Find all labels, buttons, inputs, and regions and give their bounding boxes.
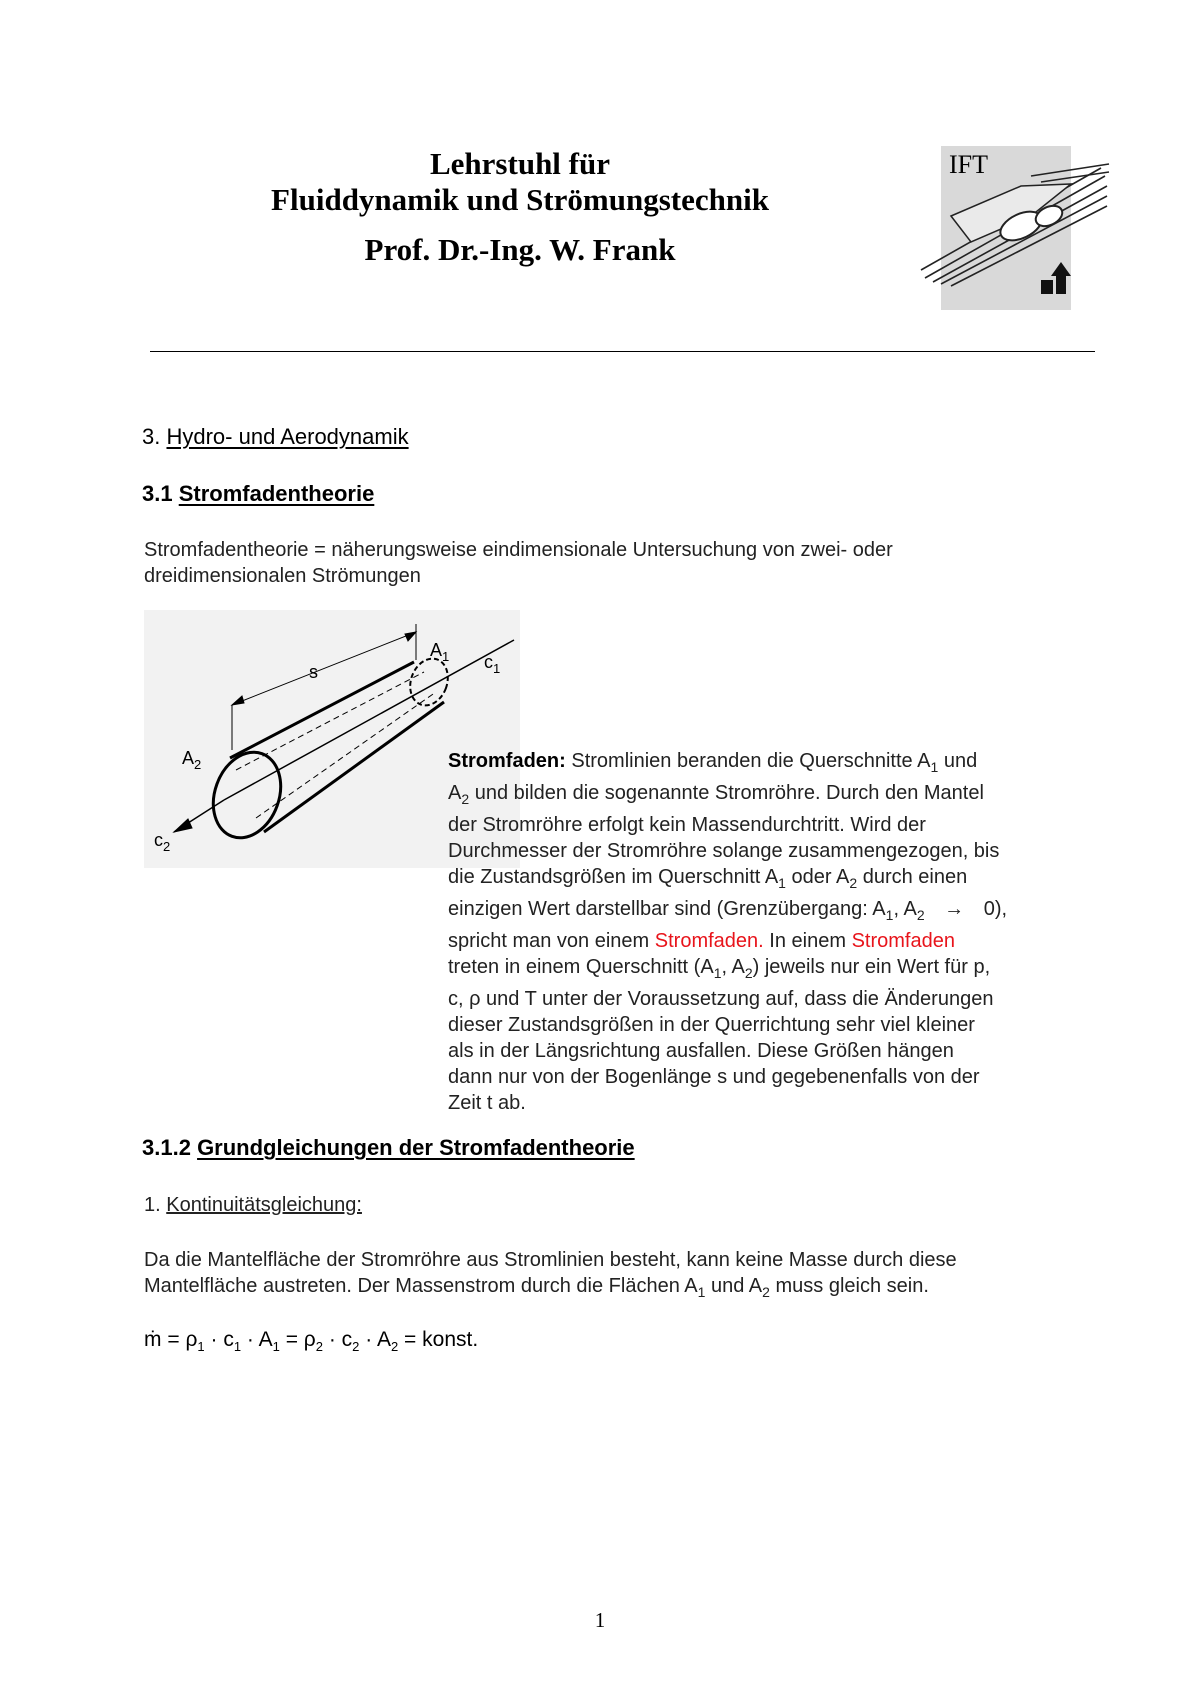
continuity-paragraph xyxy=(144,1247,957,1305)
section-heading xyxy=(142,424,409,450)
stromfaden-line: dieser Zustandsgrößen in der Querrichtung sehr viel kleiner xyxy=(448,1014,975,1036)
stromfaden-line: c, ρ und T unter der Voraussetzung auf, dass die Änderungen xyxy=(448,988,994,1010)
chair-label: Lehrstuhl für xyxy=(430,146,610,181)
page-number: 1 xyxy=(594,1608,606,1632)
subsection-number: 3.1 xyxy=(142,481,173,506)
stromfaden-paragraph xyxy=(448,748,1088,1116)
header-divider xyxy=(150,351,1095,352)
highlighted-term: Stromfaden. xyxy=(654,930,764,952)
definition-paragraph xyxy=(144,537,893,589)
stromfaden-term: Stromfaden: xyxy=(448,750,566,772)
figure-label-c1: $c_1$ xyxy=(484,652,501,676)
subsubsection-title: Grundgleichungen der Stromfadentheorie xyxy=(197,1135,635,1160)
definition-line: Stromfadentheorie = näherungsweise eindimensionale Untersuchung von zwei- oder xyxy=(144,539,893,561)
subsubsection-heading xyxy=(142,1135,635,1161)
highlighted-term: Stromfaden xyxy=(851,930,955,952)
arrow-icon: → xyxy=(944,898,965,920)
continuity-line: Mantelfläche austreten. Der Massenstrom durch die Flächen $A_1$ und $A_2$ muss gleich sein. xyxy=(144,1275,929,1300)
stromfaden-line: die Zustandsgrößen im Querschnitt $A_1$ oder $A_2$ durch einen xyxy=(448,866,968,891)
figure-label-c2: $c_2$ xyxy=(154,830,171,854)
figure-label-a2: $A_2$ xyxy=(182,748,202,772)
continuity-line: Da die Mantelfläche der Stromröhre aus Stromlinien besteht, kann keine Masse durch diese xyxy=(144,1249,957,1271)
logo-text: IFT xyxy=(949,150,988,179)
header-title-block xyxy=(180,146,860,268)
professor-name: Prof. Dr.-Ing. W. Frank xyxy=(364,232,676,267)
stromfaden-line: Stromfaden: Stromlinien beranden die Querschnitte $A_1$ und xyxy=(448,750,978,775)
stromfaden-line: treten in einem Querschnitt ($A_1$, $A_2$) jeweils nur ein Wert für p, xyxy=(448,956,991,981)
logo-graphic xyxy=(911,146,1111,310)
subsection-heading xyxy=(142,481,374,507)
stromfaden-line: $A_2$ und bilden die sogenannte Stromröhre. Durch den Mantel xyxy=(448,782,984,807)
stromfaden-line: als in der Längsrichtung ausfallen. Diese Größen hängen xyxy=(448,1040,954,1062)
continuity-title: Kontinuitätsgleichung: xyxy=(166,1194,362,1216)
stromfaden-line: Zeit t ab. xyxy=(448,1092,526,1114)
subsection-title: Stromfadentheorie xyxy=(178,481,375,506)
section-title: Hydro- und Aerodynamik xyxy=(166,424,409,449)
chair-name: Fluiddynamik und Strömungstechnik xyxy=(271,182,769,217)
definition-line: dreidimensionalen Strömungen xyxy=(144,565,421,587)
stromfaden-line: spricht man von einem Stromfaden. In einem Stromfaden xyxy=(448,930,955,952)
subsubsection-number: 3.1.2 xyxy=(142,1135,191,1160)
section-number: 3. xyxy=(142,424,161,449)
stromfaden-line: einzigen Wert darstellbar sind (Grenzübergang: $A_1$, $A_2 \to 0$), xyxy=(448,898,1008,923)
ift-logo xyxy=(941,146,1071,310)
stromfaden-line: der Stromröhre erfolgt kein Massendurchtritt. Wird der xyxy=(448,814,926,836)
figure-label-a1: $A_1$ xyxy=(430,640,450,664)
continuity-heading: 1. Kontinuitätsgleichung: xyxy=(144,1194,362,1216)
continuity-formula: ṁ = $\rho_1 \cdot c_1 \cdot A_1 = \rho_2 \cdot c_2 \cdot A_2$ = konst. xyxy=(144,1328,479,1355)
figure-label-s: s xyxy=(309,662,318,682)
stromfaden-line: dann nur von der Bogenlänge s und gegebenenfalls von der xyxy=(448,1066,980,1088)
stromfaden-line: Durchmesser der Stromröhre solange zusammengezogen, bis xyxy=(448,840,1000,862)
